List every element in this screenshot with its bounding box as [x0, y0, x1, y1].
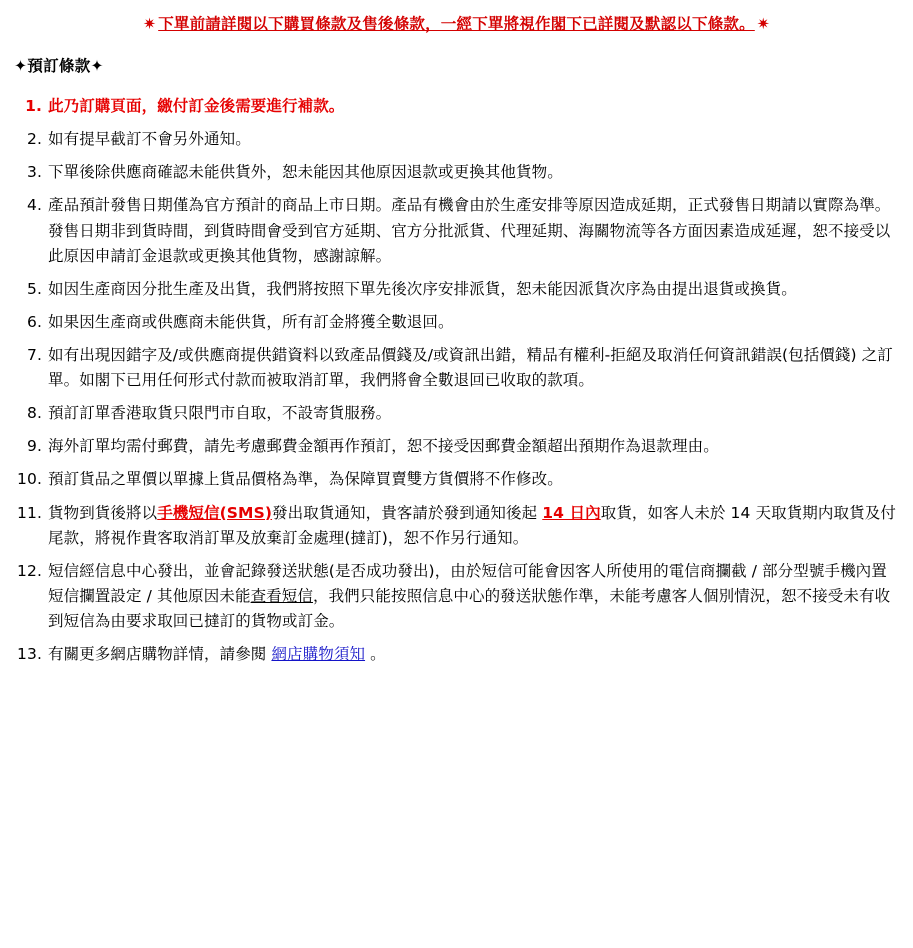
section-heading-preorder-terms: [14, 54, 901, 76]
text-run: 有關更多網店購物詳情，請參閱: [48, 645, 272, 664]
list-item-number: 4.: [27, 196, 42, 215]
list-item: [12, 127, 901, 152]
warning-banner-text: 下單前請詳閱以下購買條款及售後條款，一經下單將視作閣下已詳閱及默認以下條款。: [158, 15, 755, 33]
list-item: [12, 310, 901, 335]
list-item-text: 預訂訂單香港取貨只限門市自取，不設寄貨服務。: [48, 404, 392, 423]
list-item: [12, 193, 901, 268]
emphasis-underline-red: 14 日內: [542, 503, 601, 522]
text-run: ，我們只能按照信息中心的發送狀態作準，未能考慮客人個別情況，恕不接受未有收到短信為由要求取回已撻訂的貨物或訂金。: [48, 586, 891, 630]
list-item-number: 13.: [17, 645, 42, 664]
list-item-text: 預訂貨品之單價以單據上貨品價格為準，為保障買賣雙方貨價將不作修改。: [48, 470, 563, 489]
emphasis-underline-red: 手機短信(SMS): [157, 503, 273, 522]
list-item-number: 12.: [17, 561, 42, 580]
diamond-icon-left: ✦: [14, 57, 28, 76]
list-item: [12, 160, 901, 185]
list-item-number: 8.: [27, 404, 42, 423]
list-item-text: 產品預計發售日期僅為官方預計的商品上市日期。產品有機會由於生產安排等原因造成延期，正式發售日期請以實際為準。發售日期非到貨時間，到貨時間會受到官方延期、官方分批派貨、代理延期、海關物流等各方面因素造成延遲，恕不接受以此原因申請訂金退款或更換其他貨物，感謝諒解。: [48, 196, 891, 265]
list-item-number: 11.: [17, 503, 42, 522]
list-item-text: 如果因生產商或供應商未能供貨，所有訂金將獲全數退回。: [48, 312, 454, 331]
list-item: [12, 94, 901, 119]
list-item-number: 9.: [27, 437, 42, 456]
list-item-text: 海外訂單均需付郵費，請先考慮郵費金額再作預訂，恕不接受因郵費金額超出預期作為退款理由。: [48, 437, 719, 456]
list-item-text: 下單後除供應商確認未能供貨外，恕未能因其他原因退款或更換其他貨物。: [48, 163, 563, 182]
terms-list: [12, 94, 901, 667]
text-run: 發出取貨通知，貴客請於發到通知後起: [272, 503, 543, 522]
list-item-text: [48, 504, 896, 547]
section-heading-label: 預訂條款: [27, 57, 91, 76]
list-item-text: [48, 645, 386, 663]
list-item-text: 此乃訂購頁面，繳付訂金後需要進行補款。: [48, 97, 345, 116]
list-item-text: 如有出現因錯字及/或供應商提供錯資料以致產品價錢及/或資訊出錯，精品有權利-拒絕及取消任何資訊錯誤(包括價錢) 之訂單。如閣下已用任何形式付款而被取消訂單，我們將會全數退回已收取的款項。: [48, 346, 893, 390]
list-item: [12, 467, 901, 492]
text-run: 取貨，如客人未於 14 天取貨期内取貨及付尾款，將視作貴客取消訂單及放棄訂金處理(撻訂)，恕不作另行通知。: [48, 503, 896, 547]
list-item: [12, 401, 901, 426]
list-item-number: 3.: [27, 163, 42, 182]
diamond-icon-right: ✦: [90, 57, 104, 76]
emphasis-underline: 查看短信: [250, 586, 313, 605]
text-run: 。: [365, 645, 386, 664]
list-item-text: 如有提早截訂不會另外通知。: [48, 130, 251, 149]
list-item: [12, 501, 901, 551]
list-item: [12, 277, 901, 302]
list-item: [12, 559, 901, 634]
list-item-text: 如因生產商因分批生產及出貨，我們將按照下單先後次序安排派貨，恕未能因派貨次序為由提出退貨或換貨。: [48, 279, 797, 298]
list-item: [12, 642, 901, 667]
list-item-number: 6.: [27, 312, 42, 331]
star-icon-right: ✷: [756, 15, 770, 33]
star-icon-left: ✷: [143, 15, 157, 33]
list-item-text: [48, 562, 890, 630]
list-item-number: 7.: [27, 346, 42, 365]
list-item: [12, 434, 901, 459]
list-item-number: 1.: [25, 97, 42, 116]
purchase-terms-warning-banner: [12, 14, 901, 34]
list-item-number: 5.: [27, 279, 42, 298]
shopping-guide-link[interactable]: 網店購物須知: [271, 645, 366, 664]
list-item-number: 10.: [17, 470, 42, 489]
text-run: 貨物到貨後將以: [48, 503, 158, 522]
list-item: [12, 343, 901, 393]
text-run: 短信經信息中心發出，並會記錄發送狀態(是否成功發出)，由於短信可能會因客人所使用的電信商攔截 / 部分型號手機內置短信攔置設定 / 其他原因未能: [48, 561, 887, 605]
list-item-number: 2.: [27, 130, 42, 149]
